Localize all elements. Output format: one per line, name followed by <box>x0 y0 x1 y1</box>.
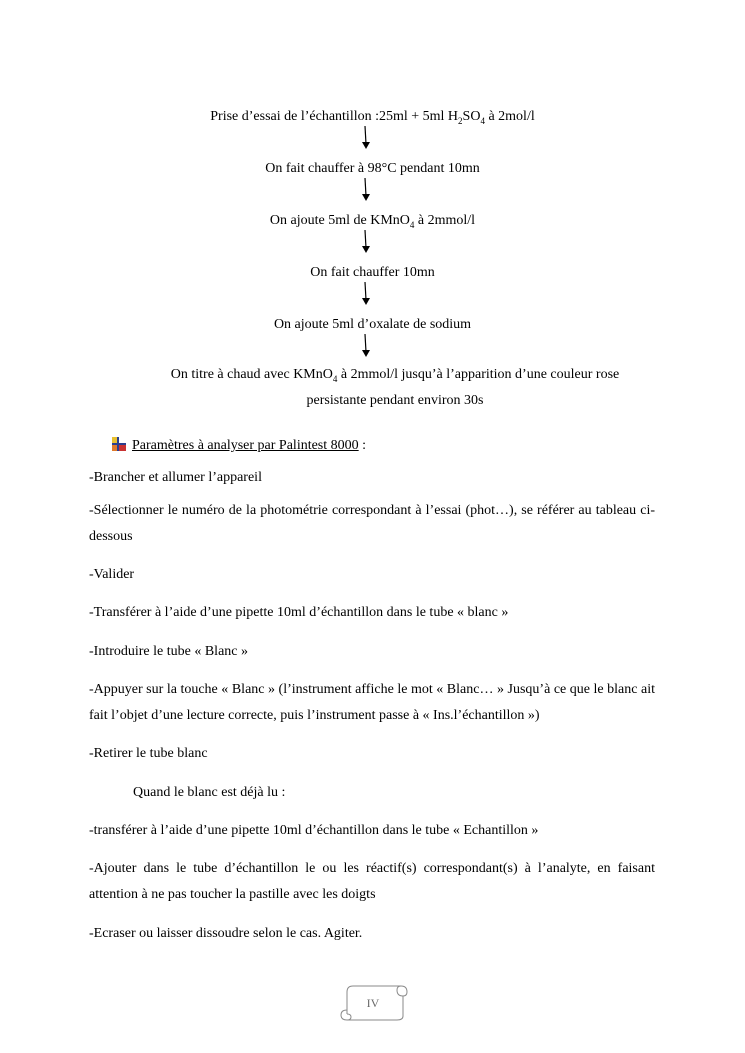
subheading: Quand le blanc est déjà lu : <box>133 785 286 800</box>
paragraph: -Sélectionner le numéro de la photométrie correspondant à l’essai (phot…), se référer au tableau ci-dessous <box>89 503 655 544</box>
section-heading: Paramètres à analyser par Palintest 8000 : <box>112 436 366 456</box>
section-title: Paramètres à analyser par Palintest 8000 <box>132 438 359 453</box>
flow-step-2: On fait chauffer à 98°C pendant 10mn <box>265 161 480 176</box>
paragraph: -Ecraser ou laisser dissoudre selon le cas. Agiter. <box>89 926 363 941</box>
page-number: IV <box>337 984 409 1024</box>
flow-step-4: On fait chauffer 10mn <box>310 265 435 280</box>
paragraph: -Appuyer sur la touche « Blanc » (l’instrument affiche le mot « Blanc… » Jusqu’à ce que le blanc ait fait l’objet d’une lecture correcte, puis l’instrument passe à « Ins.l’échantillon ») <box>89 682 655 723</box>
flow-step-1: Prise d’essai de l’échantillon :25ml + 5ml $H_2SO_4$ à 2mol/l <box>210 109 535 126</box>
flow-arrow-down-icon <box>359 126 373 150</box>
flow-arrow-down-icon <box>359 334 373 358</box>
flow-arrow-down-icon <box>359 230 373 254</box>
paragraph: -transférer à l’aide d’une pipette 10ml d’échantillon dans le tube « Echantillon » <box>89 823 539 838</box>
flow-final-step: On titre à chaud avec KMnO$_4$ à 2mmol/l jusqu’à l’apparition d’une couleur rose persistante pendant environ 30s <box>170 367 620 408</box>
paragraph: -Ajouter dans le tube d’échantillon le ou les réactif(s) correspondant(s) à l’analyte, en faisant attention à ne pas toucher la pastille avec les doigts <box>89 861 655 902</box>
flow-step-5: On ajoute 5ml d’oxalate de sodium <box>273 317 472 332</box>
paragraph: -Retirer le tube blanc <box>89 746 208 761</box>
flow-step-3: On ajoute 5ml de KMnO$_4$ à 2mmol/l <box>269 213 476 230</box>
paragraph: -Transférer à l’aide d’une pipette 10ml d’échantillon dans le tube « blanc » <box>89 605 509 620</box>
flow-arrow-down-icon <box>359 178 373 202</box>
flow-arrow-down-icon <box>359 282 373 306</box>
paragraph: -Introduire le tube « Blanc » <box>89 644 249 659</box>
paragraph: -Valider <box>89 567 135 582</box>
paragraph: -Brancher et allumer l’appareil <box>89 470 262 485</box>
bullet-marker-icon <box>112 437 126 451</box>
